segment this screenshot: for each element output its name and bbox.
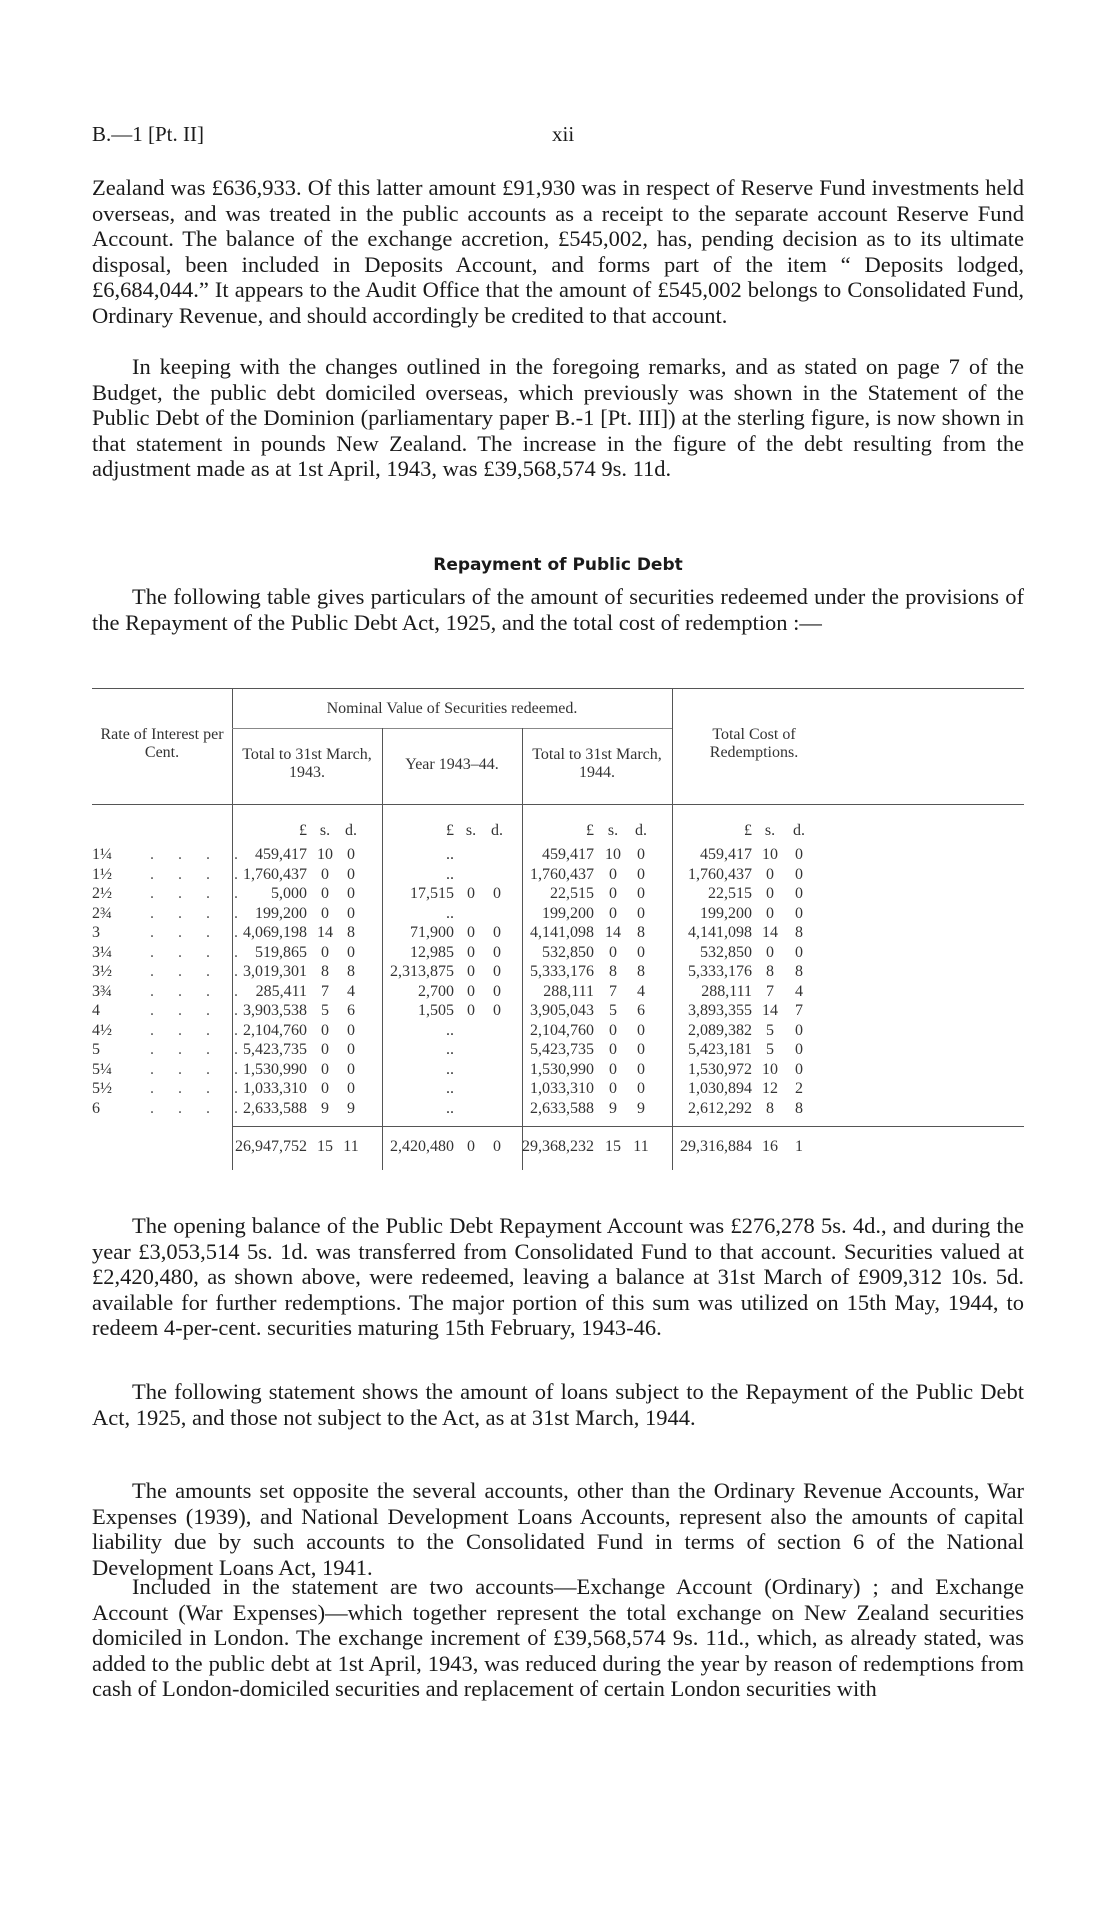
amount-shillings: 0 — [467, 982, 475, 1000]
amount-shillings: 0 — [609, 1060, 617, 1078]
amount-pounds: 532,850 — [542, 943, 594, 961]
amount-pence: 0 — [347, 1060, 355, 1078]
amount-pence: 0 — [493, 1138, 501, 1155]
totals-row — [92, 1138, 1024, 1158]
leader-dots: . . . . — [150, 963, 248, 980]
table-row — [92, 885, 1024, 905]
amount-pounds: 5,423,735 — [243, 1041, 307, 1058]
interest-rate: 5 — [92, 1041, 100, 1058]
amount-pounds: 17,515 — [410, 885, 454, 902]
amount-pence: 0 — [347, 885, 355, 902]
amount-shillings: 0 — [321, 885, 329, 902]
amount-shillings: 5 — [766, 1021, 774, 1039]
leader-dots: . . . . — [150, 865, 248, 883]
amount-shillings: 12 — [762, 1080, 778, 1097]
interest-rate: 3½ — [92, 963, 112, 980]
amount-pounds: 5,000 — [271, 885, 307, 902]
amount-pounds: 2,104,760 — [243, 1021, 307, 1039]
table-row — [92, 1080, 1024, 1100]
amount-pence: 0 — [637, 846, 645, 863]
amount-shillings: 5 — [609, 1002, 617, 1019]
amount-pounds: 1,530,990 — [243, 1060, 307, 1078]
amount-pounds: 1,505 — [418, 1002, 454, 1019]
paragraph-table-intro: The following table gives particulars of the amount of securities redeemed under the provisions of the Repayment of the Public Debt Act, 1925, and the total cost of redemption :— — [92, 584, 1024, 635]
amount-pounds: 4,141,098 — [530, 924, 594, 941]
col-rate-header: Rate of Interest per Cent. — [100, 726, 224, 761]
amount-shillings: 10 — [605, 846, 621, 863]
table-row — [92, 944, 1024, 964]
amount-pounds: 459,417 — [700, 846, 752, 863]
paragraph-exchange-accounts: Included in the statement are two accounts—Exchange Account (Ordinary) ; and Exchange Account (War Expenses)—which together represent the total exchange on New Zealand securities domiciled in London. The exchange increment of £39,568,574 9s. 11d., which, as already stated, was added to the public debt at 1st April, 1943, was reduced during the year by reason of redemptions from cash of London-domiciled securities and replacement of certain London securities with — [92, 1574, 1024, 1702]
amount-pence: 0 — [347, 846, 355, 863]
leader-dots: . . . . — [150, 943, 248, 961]
leader-dots: . . . . — [150, 924, 248, 941]
interest-rate: 5½ — [92, 1080, 112, 1097]
amount-pounds: 22,515 — [550, 885, 594, 902]
leader-dots: . . . . — [150, 904, 248, 922]
table-row — [92, 1002, 1024, 1022]
amount-pence: 0 — [493, 885, 501, 902]
amount-shillings: 0 — [609, 1080, 617, 1097]
amount-shillings: 0 — [766, 865, 774, 883]
interest-rate: 3¾ — [92, 982, 112, 1000]
paragraph-repayment-account: The opening balance of the Public Debt Repayment Account was £276,278 5s. 4d., and during the year £3,053,514 5s. 1d. was transferred from Consolidated Fund to that account. Securities valued at £2,420,480, as shown above, were redeemed, leaving a balance at 31st March of £909,312 10s. 5d. available for further redemptions. The major portion of this sum was utilized on 15th May, 1944, to redeem 4-per-cent. securities maturing 15th February, 1943-46. — [92, 1213, 1024, 1341]
table-row — [92, 1100, 1024, 1120]
interest-rate: 1½ — [92, 865, 112, 883]
amount-pounds: 199,200 — [255, 904, 307, 922]
amount-shillings: 9 — [321, 1099, 329, 1117]
amount-pounds: 1,760,437 — [530, 865, 594, 883]
amount-pence: 0 — [637, 1060, 645, 1078]
amount-pence: 0 — [347, 943, 355, 961]
amount-pence: 0 — [347, 865, 355, 883]
amount-shillings: 14 — [605, 924, 621, 941]
amount-shillings: 0 — [609, 1041, 617, 1058]
amount-shillings: 7 — [321, 982, 329, 1000]
table-row — [92, 1061, 1024, 1081]
amount-pence: 8 — [637, 924, 645, 941]
table-row — [92, 983, 1024, 1003]
amount-pence: 0 — [637, 904, 645, 922]
amount-shillings: 14 — [762, 1002, 778, 1019]
amount-shillings: 0 — [321, 943, 329, 961]
amount-shillings: 10 — [317, 846, 333, 863]
col-total1943-header: Total to 31st March, 1943. — [242, 746, 372, 781]
amount-shillings: 7 — [609, 982, 617, 1000]
amount-pence: 0 — [347, 904, 355, 922]
interest-rate: 5¼ — [92, 1060, 112, 1078]
amount-pence: 9 — [347, 1099, 355, 1117]
amount-pence: 0 — [637, 865, 645, 883]
amount-pounds: 285,411 — [255, 982, 307, 1000]
amount-shillings: 0 — [321, 1041, 329, 1058]
units-row: £ s. d. £ s. d. £ s. d. £ s. d. — [299, 822, 805, 839]
leader-dots: . . . . — [150, 1041, 248, 1058]
amount-pounds: 199,200 — [542, 904, 594, 922]
amount-pounds: 22,515 — [708, 885, 752, 902]
amount-pence: 0 — [637, 1041, 645, 1058]
document-reference: B.—1 [Pt. II] — [92, 122, 204, 146]
amount-pence: 4 — [795, 982, 803, 1000]
amount-pounds: 5,333,176 — [530, 963, 594, 980]
amount-pence: 0 — [795, 904, 803, 922]
amount-pounds: 2,612,292 — [688, 1099, 752, 1117]
amount-pounds: 29,368,232 — [522, 1138, 594, 1155]
amount-pounds: 4,141,098 — [688, 924, 752, 941]
amount-shillings: 10 — [762, 846, 778, 863]
amount-shillings: 0 — [467, 1002, 475, 1019]
amount-pounds: 519,865 — [255, 943, 307, 961]
amount-pounds: .. — [446, 1060, 454, 1078]
amount-pence: 0 — [795, 846, 803, 863]
amount-shillings: 0 — [609, 904, 617, 922]
amount-shillings: 8 — [321, 963, 329, 980]
amount-pounds: 2,633,588 — [530, 1099, 594, 1117]
amount-pence: 0 — [637, 885, 645, 902]
table-row — [92, 1041, 1024, 1061]
amount-pence: 0 — [795, 885, 803, 902]
amount-pence: 0 — [347, 1021, 355, 1039]
amount-shillings: 0 — [609, 885, 617, 902]
amount-pence: 8 — [795, 963, 803, 980]
amount-pounds: 1,033,310 — [530, 1080, 594, 1097]
amount-shillings: 8 — [766, 1099, 774, 1117]
amount-pounds: 26,947,752 — [235, 1138, 307, 1155]
leader-dots: . . . . — [150, 1002, 248, 1019]
amount-pence: 4 — [637, 982, 645, 1000]
amount-pounds: .. — [446, 865, 454, 883]
paragraph-exchange-accretion: Zealand was £636,933. Of this latter amount £91,930 was in respect of Reserve Fund investments held overseas, and was treated in the public accounts as a receipt to the separate account Reserve Fund Account. The balance of the exchange accretion, £545,002, has, pending decision as to its ultimate disposal, been included in Deposits Account, and forms part of the item “ Deposits lodged, £6,684,044.” It appears to the Audit Office that the amount of £545,002 belongs to Consolidated Fund, Ordinary Revenue, and should accordingly be credited to that account. — [92, 175, 1024, 328]
redemption-table — [92, 688, 1024, 1186]
amount-pounds: 288,111 — [701, 982, 752, 1000]
amount-pence: 0 — [493, 924, 501, 941]
table-row — [92, 866, 1024, 886]
amount-shillings: 0 — [467, 885, 475, 902]
amount-pence: 6 — [637, 1002, 645, 1019]
amount-pence: 8 — [637, 963, 645, 980]
amount-pounds: 1,760,437 — [688, 865, 752, 883]
amount-pence: 0 — [795, 1041, 803, 1058]
amount-pence: 11 — [633, 1138, 649, 1155]
amount-shillings: 0 — [321, 904, 329, 922]
amount-pounds: 12,985 — [410, 943, 454, 961]
amount-pounds: 3,903,538 — [243, 1002, 307, 1019]
amount-pounds: .. — [446, 846, 454, 863]
amount-pounds: .. — [446, 1080, 454, 1097]
amount-pounds: 459,417 — [542, 846, 594, 863]
page-number: xii — [552, 122, 575, 146]
amount-shillings: 0 — [609, 943, 617, 961]
amount-pence: 8 — [347, 963, 355, 980]
amount-pence: 8 — [347, 924, 355, 941]
amount-shillings: 5 — [766, 1041, 774, 1058]
amount-shillings: 8 — [766, 963, 774, 980]
amount-pounds: 532,850 — [700, 943, 752, 961]
amount-shillings: 0 — [766, 943, 774, 961]
amount-pence: 7 — [795, 1002, 803, 1019]
amount-pounds: .. — [446, 1021, 454, 1039]
amount-pounds: 71,900 — [410, 924, 454, 941]
amount-shillings: 9 — [609, 1099, 617, 1117]
amount-pence: 0 — [637, 1021, 645, 1039]
amount-pounds: 288,111 — [543, 982, 594, 1000]
amount-shillings: 5 — [321, 1002, 329, 1019]
amount-shillings: 8 — [609, 963, 617, 980]
amount-pence: 0 — [493, 982, 501, 1000]
page-header — [92, 122, 1024, 152]
amount-shillings: 10 — [762, 1060, 778, 1078]
leader-dots: . . . . — [150, 1021, 248, 1039]
amount-shillings: 14 — [762, 924, 778, 941]
amount-shillings: 0 — [321, 1060, 329, 1078]
amount-pounds: 5,423,181 — [688, 1041, 752, 1058]
col-nominal-header: Nominal Value of Securities redeemed. — [326, 700, 578, 717]
amount-pence: 11 — [343, 1138, 359, 1155]
amount-pence: 0 — [795, 865, 803, 883]
leader-dots: . . . . — [150, 846, 248, 863]
amount-shillings: 0 — [609, 865, 617, 883]
amount-pounds: 2,420,480 — [390, 1138, 454, 1155]
amount-pence: 6 — [347, 1002, 355, 1019]
amount-pence: 0 — [795, 1060, 803, 1078]
amount-pence: 0 — [347, 1080, 355, 1097]
amount-pounds: 1,760,437 — [243, 865, 307, 883]
amount-pounds: 2,700 — [418, 982, 454, 1000]
amount-shillings: 0 — [766, 904, 774, 922]
amount-shillings: 7 — [766, 982, 774, 1000]
amount-pounds: 3,019,301 — [243, 963, 307, 980]
amount-pounds: 2,104,760 — [530, 1021, 594, 1039]
paragraph-capital-liability: The amounts set opposite the several accounts, other than the Ordinary Revenue Accounts, War Expenses (1939), and National Development Loans Accounts, represent also the amounts of capital liability due by such accounts to the Consolidated Fund in terms of section 6 of the National Development Loans Act, 1941. — [92, 1478, 1024, 1580]
amount-pounds: 5,333,176 — [688, 963, 752, 980]
amount-shillings: 0 — [467, 924, 475, 941]
col-year-header: Year 1943–44. — [405, 756, 499, 773]
amount-pounds: 1,033,310 — [243, 1080, 307, 1097]
leader-dots: . . . . — [150, 1099, 248, 1117]
amount-pence: 0 — [347, 1041, 355, 1058]
interest-rate: 2½ — [92, 885, 112, 902]
amount-pence: 0 — [637, 1080, 645, 1097]
amount-shillings: 0 — [467, 1138, 475, 1155]
amount-shillings: 0 — [766, 885, 774, 902]
amount-shillings: 0 — [321, 865, 329, 883]
amount-pounds: 1,530,990 — [530, 1060, 594, 1078]
interest-rate: 1¼ — [92, 846, 112, 863]
amount-shillings: 16 — [762, 1138, 778, 1155]
section-heading: Repayment of Public Debt — [433, 555, 683, 575]
amount-pence: 0 — [637, 943, 645, 961]
amount-shillings: 0 — [609, 1021, 617, 1039]
amount-shillings: 15 — [317, 1138, 333, 1155]
leader-dots: . . . . — [150, 1080, 248, 1097]
amount-shillings: 0 — [467, 963, 475, 980]
amount-pounds: 2,313,875 — [390, 963, 454, 980]
amount-shillings: 0 — [321, 1021, 329, 1039]
amount-pounds: 3,893,355 — [688, 1002, 752, 1019]
amount-pounds: 4,069,198 — [243, 924, 307, 941]
amount-pounds: 2,089,382 — [688, 1021, 752, 1039]
amount-shillings: 0 — [321, 1080, 329, 1097]
amount-pence: 8 — [795, 924, 803, 941]
amount-pence: 1 — [795, 1138, 803, 1155]
amount-shillings: 15 — [605, 1138, 621, 1155]
interest-rate: 4 — [92, 1002, 100, 1019]
amount-shillings: 14 — [317, 924, 333, 941]
col-total1944-header: Total to 31st March, 1944. — [532, 746, 662, 781]
table-row — [92, 905, 1024, 925]
table-row — [92, 1022, 1024, 1042]
paragraph-public-debt-overseas: In keeping with the changes outlined in the foregoing remarks, and as stated on page 7 of the Budget, the public debt domiciled overseas, which previously was shown in the Statement of the Public Debt of the Dominion (parliamentary paper B.-1 [Pt. III]) at the sterling figure, is now shown in that statement in pounds New Zealand. The increase in the figure of the debt resulting from the adjustment made as at 1st April, 1943, was £39,568,574 9s. 11d. — [92, 354, 1024, 482]
leader-dots: . . . . — [150, 1060, 248, 1078]
amount-pounds: .. — [446, 1099, 454, 1117]
amount-pence: 0 — [493, 1002, 501, 1019]
interest-rate: 3 — [92, 924, 100, 941]
col-cost-header: Total Cost of Redemptions. — [709, 726, 799, 761]
amount-pounds: 1,530,972 — [688, 1060, 752, 1078]
table-row — [92, 846, 1024, 866]
interest-rate: 4½ — [92, 1021, 112, 1039]
amount-pounds: 459,417 — [255, 846, 307, 863]
amount-pence: 8 — [795, 1099, 803, 1117]
amount-shillings: 0 — [467, 943, 475, 961]
paragraph-loans-statement: The following statement shows the amount of loans subject to the Repayment of the Public Debt Act, 1925, and those not subject to the Act, as at 31st March, 1944. — [92, 1379, 1024, 1430]
table-row — [92, 924, 1024, 944]
amount-pence: 0 — [795, 943, 803, 961]
amount-pounds: 29,316,884 — [680, 1138, 752, 1155]
interest-rate: 6 — [92, 1099, 100, 1117]
amount-pence: 4 — [347, 982, 355, 1000]
amount-pence: 9 — [637, 1099, 645, 1117]
interest-rate: 3¼ — [92, 943, 112, 961]
amount-pounds: .. — [446, 1041, 454, 1058]
amount-pounds: .. — [446, 904, 454, 922]
table-row — [92, 963, 1024, 983]
leader-dots: . . . . — [150, 885, 248, 902]
leader-dots: . . . . — [150, 982, 248, 1000]
amount-pounds: 2,633,588 — [243, 1099, 307, 1117]
amount-pence: 0 — [795, 1021, 803, 1039]
amount-pounds: 5,423,735 — [530, 1041, 594, 1058]
interest-rate: 2¾ — [92, 904, 112, 922]
amount-pence: 0 — [493, 963, 501, 980]
amount-pence: 2 — [795, 1080, 803, 1097]
amount-pounds: 1,030,894 — [688, 1080, 752, 1097]
amount-pounds: 199,200 — [700, 904, 752, 922]
amount-pence: 0 — [493, 943, 501, 961]
amount-pounds: 3,905,043 — [530, 1002, 594, 1019]
